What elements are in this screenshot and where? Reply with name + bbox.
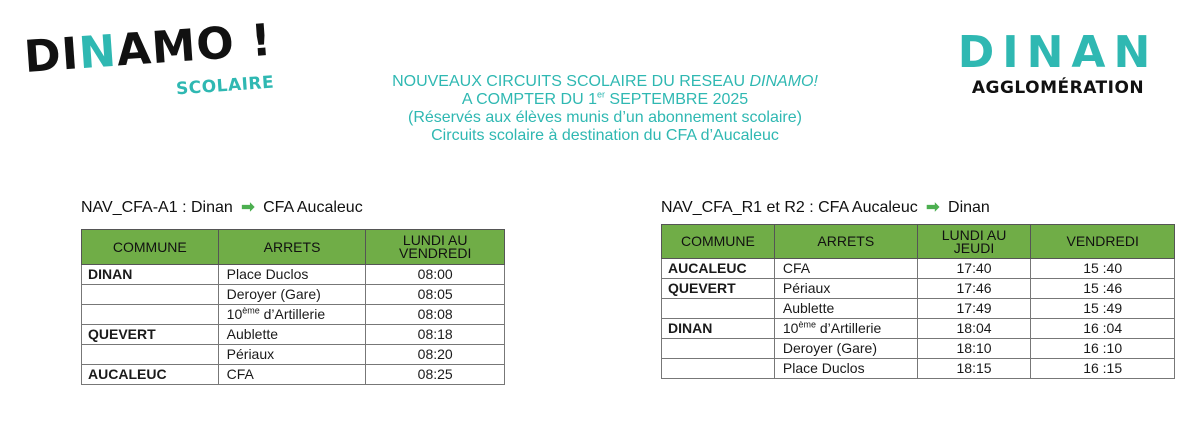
table-row: Deroyer (Gare) 18:10 16 :10 [662,339,1175,359]
table-row: QUEVERT Aublette 08:18 [82,325,505,345]
column-header-mon-thu: LUNDI AU JEUDI [917,225,1031,259]
table-row: 10ème d’Artillerie 08:08 [82,305,505,325]
announcement-header [300,73,910,145]
header-line-4: Circuits scolaire à destination du CFA d’Aucaleuc [431,127,779,144]
section-title-a1: NAV_CFA-A1 : Dinan ➡ CFA Aucaleuc [81,199,363,216]
column-header-commune: COMMUNE [662,225,775,259]
column-header-arrets: ARRETS [774,225,917,259]
section-title-r1-r2: NAV_CFA_R1 et R2 : CFA Aucaleuc ➡ Dinan [661,199,990,216]
arrow-right-icon: ➡ [241,199,255,216]
table-row: QUEVERT Périaux 17:46 15 :46 [662,279,1175,299]
header-line-1: NOUVEAUX CIRCUITS SCOLAIRE DU RESEAU DINAMO! [392,73,818,90]
table-row: Périaux 08:20 [82,345,505,365]
table-row: Deroyer (Gare) 08:05 [82,285,505,305]
table-row: Aublette 17:49 15 :49 [662,299,1175,319]
dinamo-logo-subtitle: SCOLAIRE [175,72,275,100]
column-header-friday: VENDREDI [1031,225,1175,259]
column-header-arrets: ARRETS [218,230,366,265]
column-header-commune: COMMUNE [82,230,219,265]
timetable-r1-r2 [661,224,1175,379]
table-row: AUCALEUC CFA 08:25 [82,365,505,385]
table-row: AUCALEUC CFA 17:40 15 :40 [662,259,1175,279]
dinan-agglomeration-logo: DINAN AGGLOMÉRATION [957,27,1159,98]
column-header-days: LUNDI AU VENDREDI [366,230,505,265]
header-line-3: (Réservés aux élèves munis d’un abonnement scolaire) [408,109,802,126]
header-line-2: A COMPTER DU 1er SEPTEMBRE 2025 [461,89,749,108]
table-row: Place Duclos 18:15 16 :15 [662,359,1175,379]
dinamo-scolaire-logo: DINAMO ! SCOLAIRE [22,14,275,100]
timetable-a1 [81,229,505,385]
table-row: DINAN Place Duclos 08:00 [82,265,505,285]
table-row: DINAN 10ème d’Artillerie 18:04 16 :04 [662,319,1175,339]
arrow-right-icon: ➡ [926,199,940,216]
